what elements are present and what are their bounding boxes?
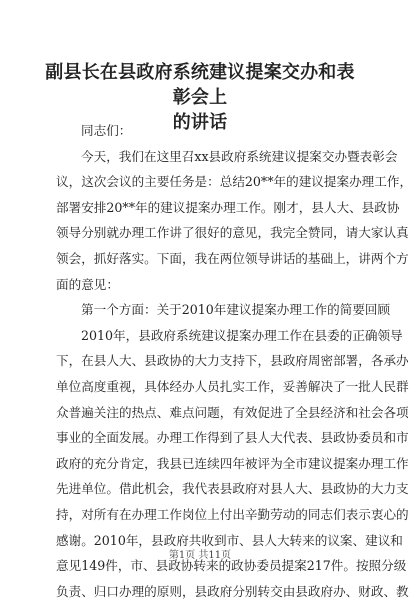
body-line: 意见149件，市、县政协转来的政协委员提案217件。按照分级 (56, 558, 407, 574)
body-line: 政府的充分肯定，我县已连续四年被评为全市建议提案办理工作 (56, 455, 409, 471)
body-line: 众普遍关注的热点、难点问题，有效促进了全县经济和社会各项 (56, 404, 409, 420)
salutation: 同志们： (81, 123, 132, 138)
document-body (56, 118, 412, 604)
body-line: 议，这次会议的主要任务是：总结20**年的建议提案办理工作， (56, 174, 412, 190)
body-line: 2010年，县政府系统建议提案办理工作在县委的正确领导 (81, 327, 403, 343)
body-line: 领导分别就办理工作讲了很好的意见，我完全赞同，请大家认真 (56, 225, 409, 241)
body-line: 今天，我们在这里召xx县政府系统建议提案交办暨表彰会 (81, 148, 398, 164)
title-line-1: 副县长在县政府系统建议提案交办和表彰会上 (45, 62, 355, 108)
body-line: 部署安排20**年的建议提案办理工作。刚才，县人大、县政协 (56, 199, 400, 215)
body-line: 领会，抓好落实。下面，我在两位领导讲话的基础上，讲两个方 (56, 250, 409, 266)
body-line: 感谢。2010年，县政府共收到市、县人大转来的议案、建议和 (56, 532, 403, 548)
body-line: 负责、归口办理的原则，县政府分别转交由县政府办、财政、教 (56, 583, 409, 599)
section-heading: 第一个方面：关于2010年建议提案办理工作的简要回顾 (81, 302, 391, 318)
body-line: 下，在县人大、县政协的大力支持下，县政府周密部署，各承办 (56, 353, 409, 369)
body-line: 持，对所有在办理工作岗位上付出辛勤劳动的同志们表示衷心的 (56, 506, 409, 522)
body-line: 先进单位。借此机会，我代表县政府对县人大、县政协的大力支 (56, 481, 409, 497)
body-line: 单位高度重视，具体经办人员扎实工作，妥善解决了一批人民群 (56, 378, 409, 394)
page-number: 第1页 共11页 (168, 550, 232, 561)
body-line: 事业的全面发展。办理工作得到了县人大代表、县政协委员和市 (56, 430, 409, 446)
title-line-2: 的讲话 (172, 112, 228, 133)
body-line: 面的意见： (56, 276, 119, 292)
